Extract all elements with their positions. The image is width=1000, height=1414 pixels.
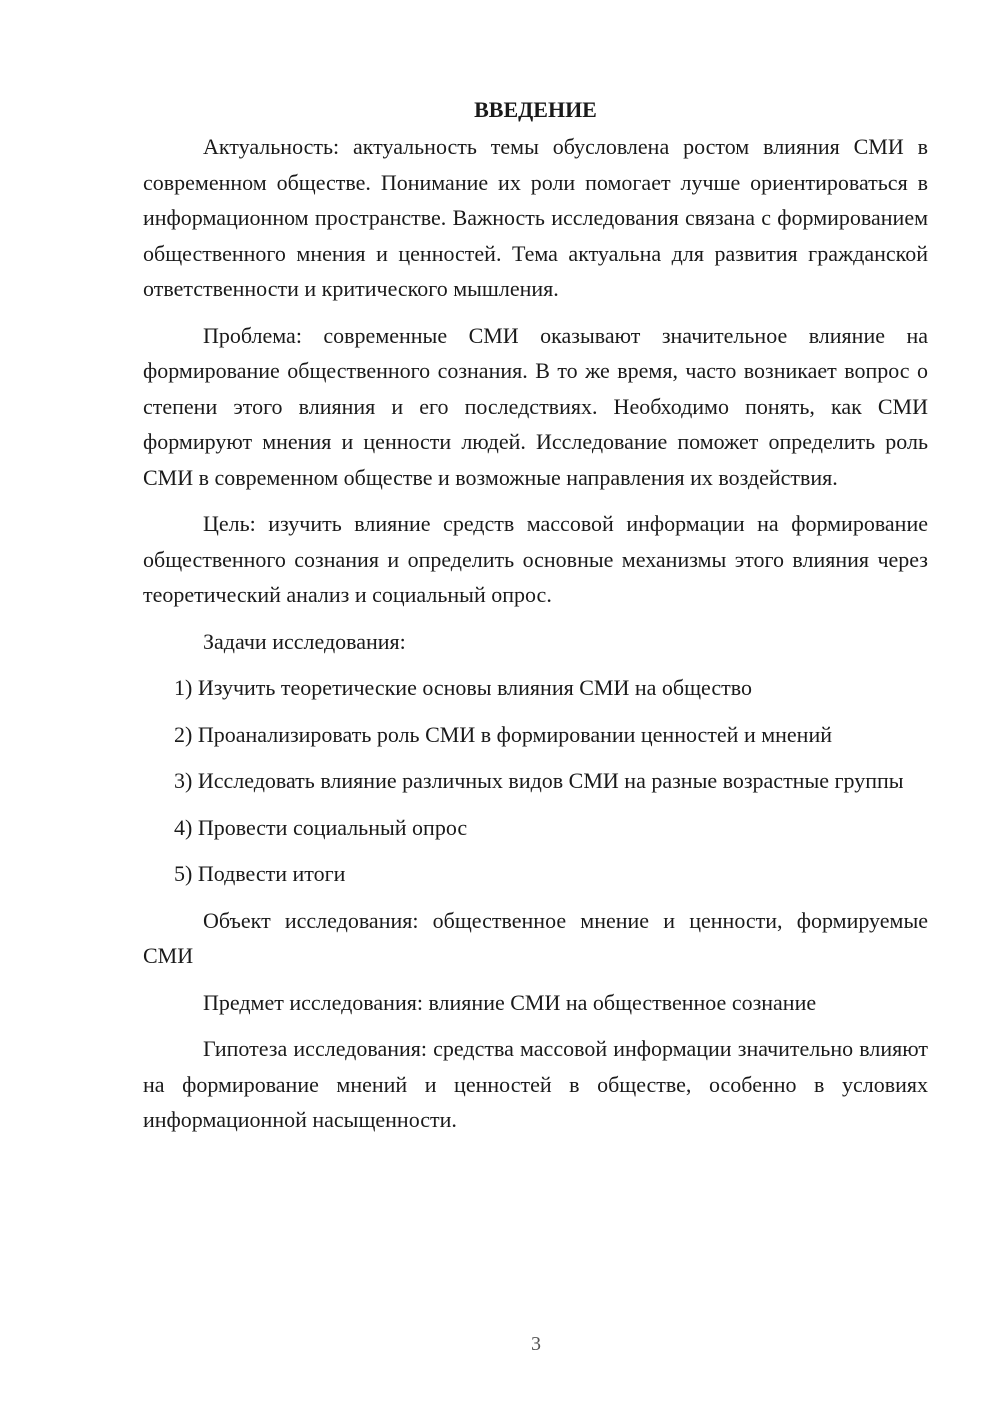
task-item-5: 5) Подвести итоги bbox=[174, 861, 346, 886]
task-item-2: 2) Проанализировать роль СМИ в формировании ценностей и мнений bbox=[174, 721, 833, 747]
document-page bbox=[143, 92, 928, 1149]
relevance-paragraph: Актуальность: актуальность темы обусловлена ростом влияния СМИ в современном обществе. Понимание их роли помогает лучше ориентироваться в информационном пространстве. Важность исследования связана с формированием общественного мнения и ценностей. Тема актуальна для развития гражданской ответственности и критического мышления. bbox=[143, 134, 928, 301]
task-item-3: 3) Исследовать влияние различных видов СМИ на разные возрастные группы bbox=[174, 768, 904, 793]
object-paragraph: Объект исследования: общественное мнение и ценности, формируемые СМИ bbox=[143, 907, 928, 968]
subject-paragraph: Предмет исследования: влияние СМИ на общественное сознание bbox=[203, 989, 817, 1015]
section-title: ВВЕДЕНИЕ bbox=[474, 97, 597, 122]
problem-paragraph: Проблема: современные СМИ оказывают значительное влияние на формирование общественного сознания. В то же время, часто возникает вопрос о степени этого влияния и его последствиях. Необходимо понять, как СМИ формируют мнения и ценности людей. Исследование поможет определить роль СМИ в современном обществе и возможные направления их воздействия. bbox=[143, 322, 928, 490]
goal-paragraph: Цель: изучить влияние средств массовой информации на формирование общественного сознания и определить основные механизмы этого влияния через теоретический анализ и социальный опрос. bbox=[143, 511, 928, 607]
page-number: 3 bbox=[531, 1333, 541, 1355]
hypothesis-paragraph: Гипотеза исследования: средства массовой информации значительно влияют на формирование мнений и ценностей в обществе, особенно в условиях информационной насыщенности. bbox=[143, 1036, 928, 1132]
task-item-4: 4) Провести социальный опрос bbox=[174, 814, 468, 840]
tasks-heading: Задачи исследования: bbox=[203, 628, 406, 654]
task-item-1: 1) Изучить теоретические основы влияния СМИ на общество bbox=[174, 675, 752, 700]
